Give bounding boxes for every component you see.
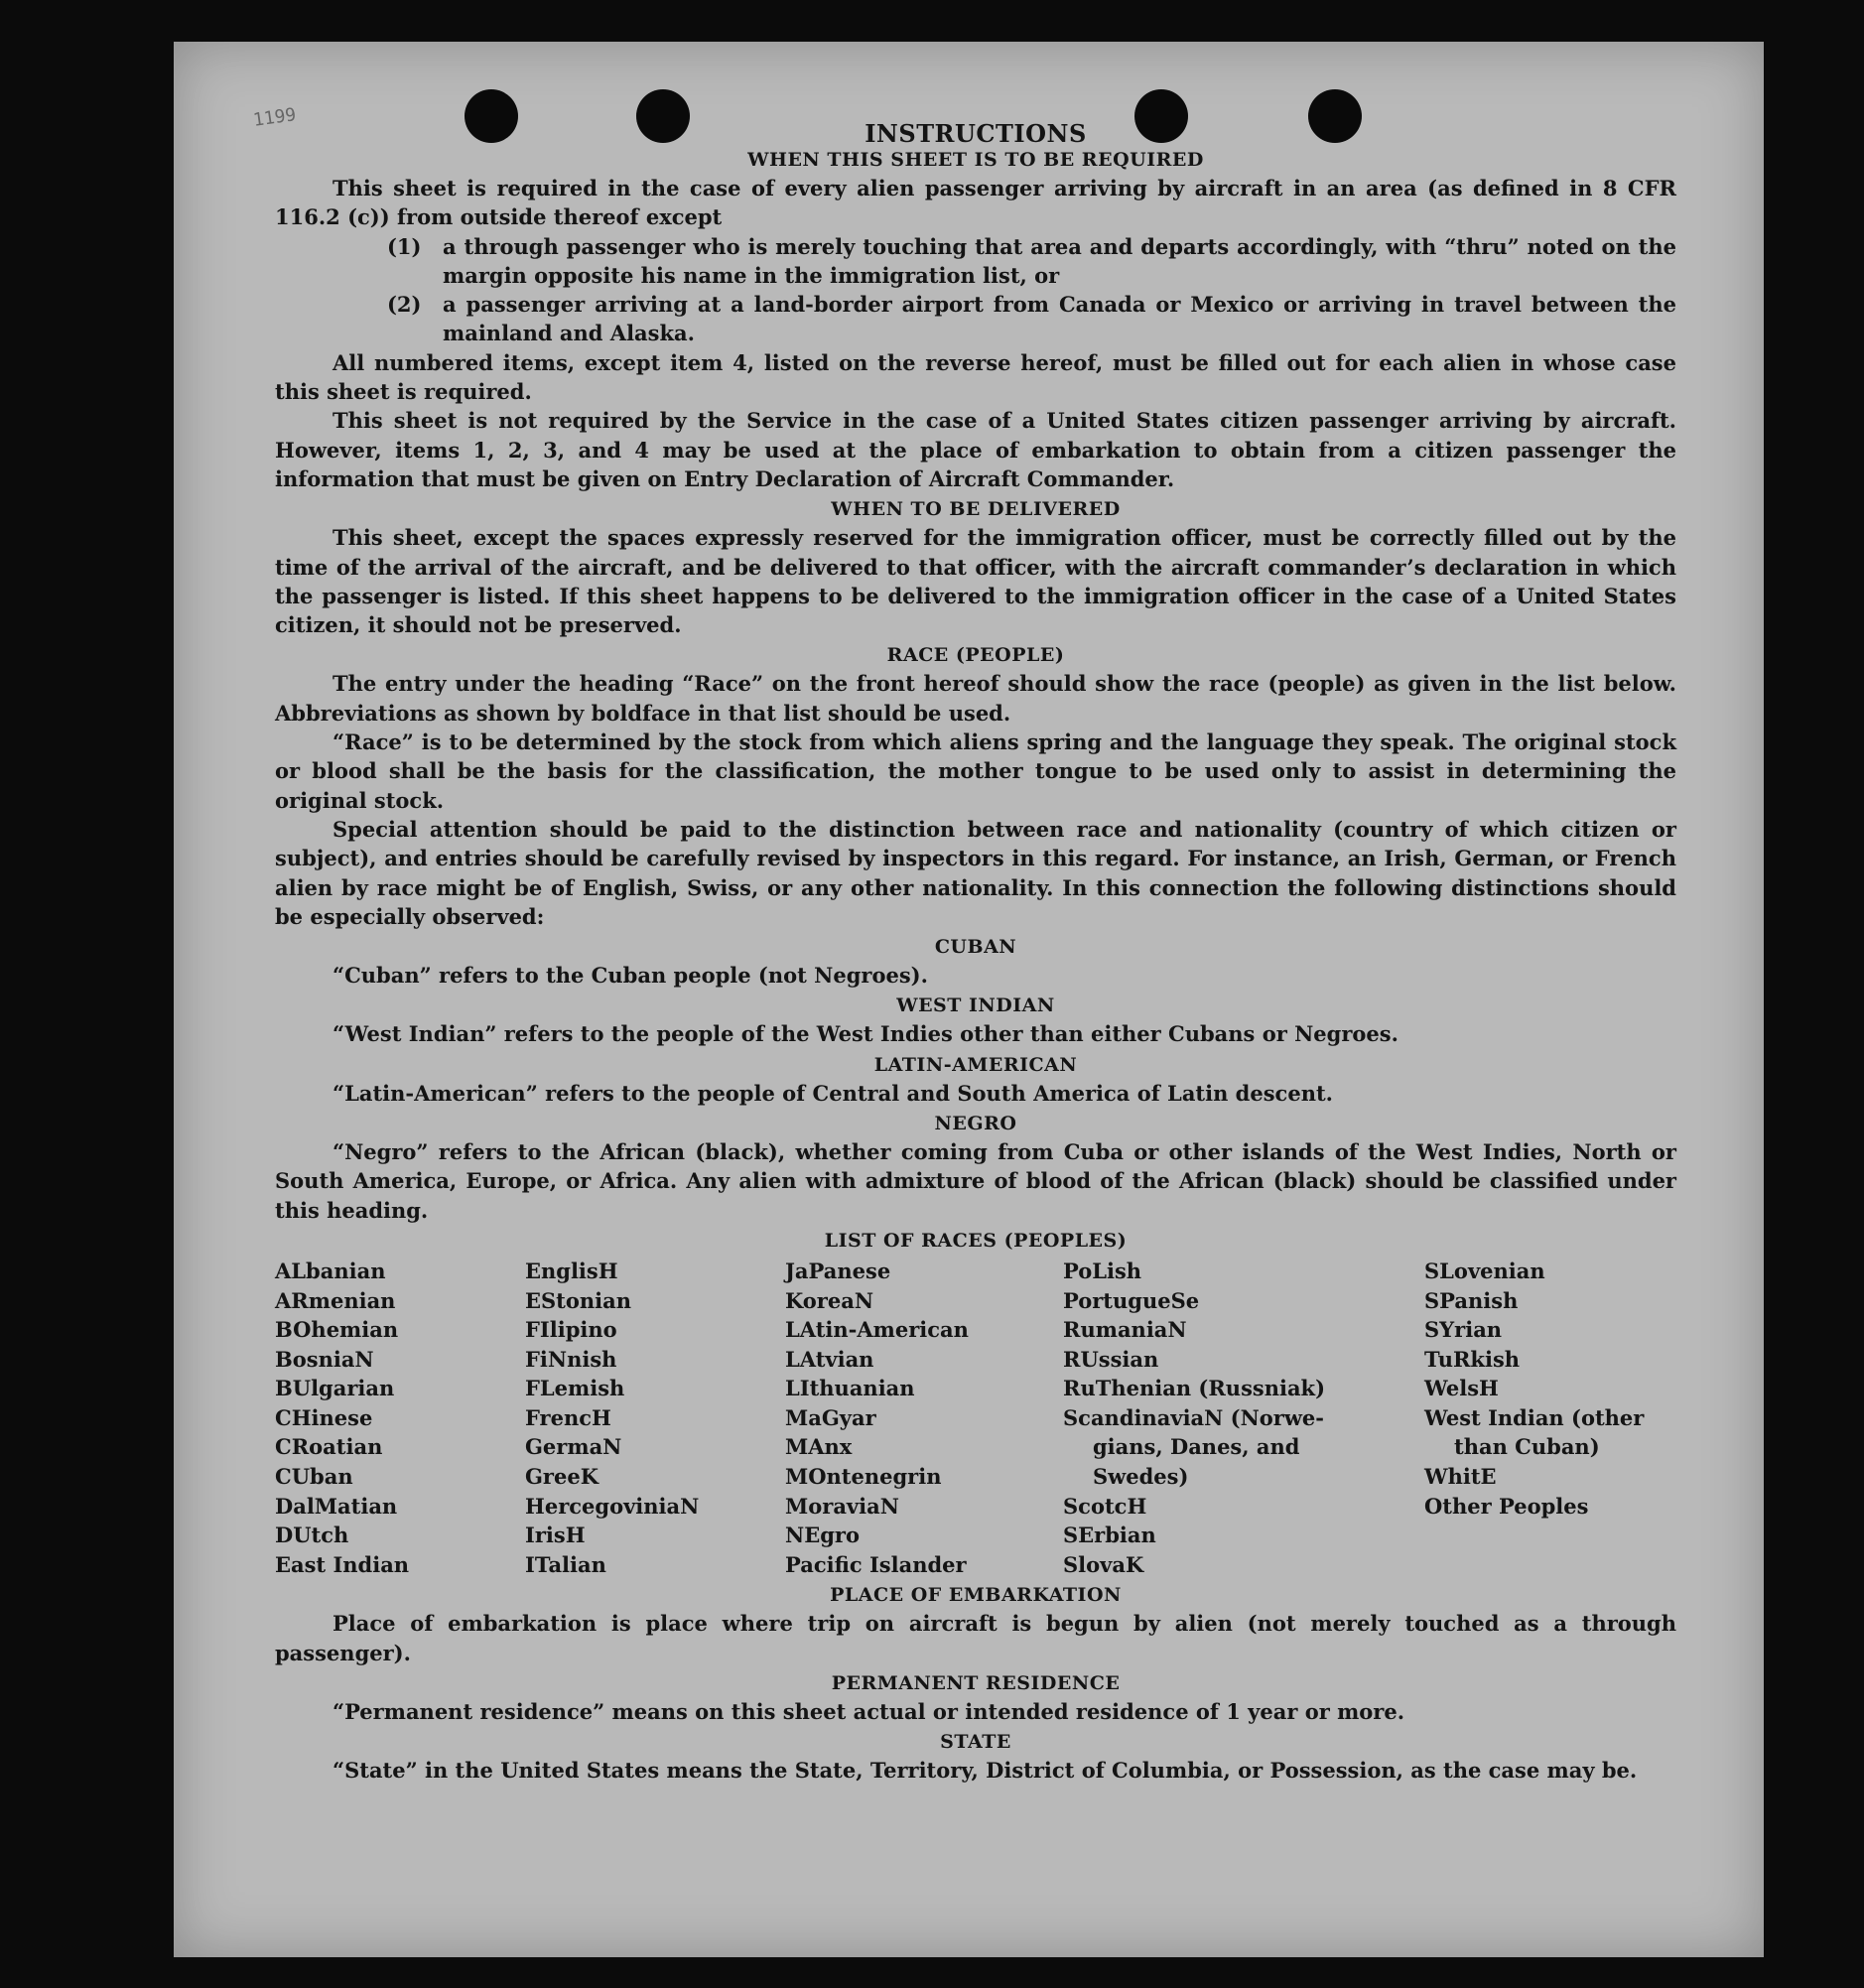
race-column [275,1257,525,1580]
race-entry: EnglisH [525,1258,618,1283]
paragraph: “West Indian” refers to the people of the West Indies other than either Cubans or Negroes. [333,1021,1398,1047]
section-heading: RACE (PEOPLE) [886,644,1065,667]
race-entry: SPanish [1424,1287,1519,1313]
race-entry: Other Peoples [1424,1493,1589,1519]
paragraph: “Cuban” refers to the Cuban people (not Negroes). [333,963,928,989]
race-entry: EStonian [525,1287,631,1313]
section-heading: WEST INDIAN [896,994,1055,1017]
paragraph: Place of embarkation is place where trip on aircraft is begun by alien (not merely touched as a through passenger). [275,1611,1676,1665]
race-entry: DUtch [275,1523,349,1548]
section-heading: WHEN TO BE DELIVERED [831,498,1121,521]
race-entry: FIlipino [525,1317,617,1343]
item-number: (1) [387,233,422,259]
race-entry: NEgro [785,1523,860,1548]
race-entry: PortugueSe [1063,1287,1200,1313]
race-entry: JaPanese [785,1258,891,1283]
section-heading: PERMANENT RESIDENCE [831,1672,1121,1695]
instructions-text [275,117,1676,1786]
race-entry: than Cuban) [1454,1434,1600,1460]
section-heading: PLACE OF EMBARKATION [830,1584,1122,1607]
race-entry: MaGyar [785,1404,876,1430]
race-entry: East Indian [275,1551,410,1577]
race-entry: IrisH [525,1523,586,1548]
race-column [785,1257,1063,1580]
paragraph: The entry under the heading “Race” on the front hereof should show the race (people) as given in the list below. Abbreviations as shown by boldface in that list should be used. [275,671,1676,726]
race-entry: GreeK [525,1464,599,1490]
section-heading: LIST OF RACES (PEOPLES) [824,1229,1128,1252]
race-entry: PoLish [1063,1258,1142,1283]
race-entry: ALbanian [275,1258,386,1283]
race-entry: LIthuanian [785,1376,915,1401]
race-entry: ITalian [525,1551,606,1577]
paragraph: “Race” is to be determined by the stock from which aliens spring and the language they speak. The original stock or blood shall be the basis for the classification, the mother tongue to be used only to assist in determining the original stock. [275,729,1676,813]
race-entry: CHinese [275,1404,373,1430]
race-entry: SLovenian [1424,1258,1545,1283]
race-entry: WelsH [1424,1376,1499,1401]
race-entry: Swedes) [1093,1464,1189,1490]
race-entry: BUlgarian [275,1376,395,1401]
race-list [275,1257,1676,1580]
race-entry: ARmenian [275,1287,396,1313]
race-entry: gians, Danes, and [1093,1434,1300,1460]
item-text: a passenger arriving at a land-border airport from Canada or Mexico or arriving in travel between the mainland and Alaska. [443,292,1676,346]
race-entry: FLemish [525,1376,625,1401]
race-entry: TuRkish [1424,1346,1521,1372]
section-heading: LATIN-AMERICAN [873,1053,1078,1076]
race-entry: DalMatian [275,1493,398,1519]
paragraph: This sheet is required in the case of every alien passenger arriving by aircraft in an area (as defined in 8 CFR 116.2 (c)) from outside thereof except [275,176,1676,230]
race-entry: BosniaN [275,1346,374,1372]
race-entry: GermaN [525,1434,622,1460]
race-entry: CUban [275,1464,353,1490]
paragraph: This sheet is not required by the Service in the case of a United States citizen passenger arriving by aircraft. However, items 1, 2, 3, and 4 may be used at the place of embarkation to obtain from a citizen passenger the information that must be given on Entry Declaration of Aircraft Commander. [275,408,1676,491]
race-entry: WhitE [1424,1464,1497,1490]
section-heading: CUBAN [934,936,1017,959]
paragraph: This sheet, except the spaces expressly reserved for the immigration officer, must be correctly filled out by the time of the arrival of the aircraft, and be delivered to that officer, with the aircraft commander’s declaration in which the passenger is listed. If this sheet happens to be delivered to the immigration officer in the case of a United States citizen, it should not be preserved. [275,525,1676,638]
race-entry: LAtin-American [785,1317,969,1343]
race-entry: Pacific Islander [785,1551,967,1577]
paragraph: All numbered items, except item 4, listed on the reverse hereof, must be filled out for each alien in whose case this sheet is required. [275,349,1676,405]
race-entry: FiNnish [525,1346,617,1372]
race-entry: MoraviaN [785,1493,899,1519]
race-column [1063,1257,1424,1580]
race-entry: ScandinaviaN (Norwe- [1063,1404,1325,1430]
race-entry: RuThenian (Russniak) [1063,1376,1326,1401]
race-entry: SlovaK [1063,1551,1144,1577]
race-entry: West Indian (other [1424,1404,1645,1430]
section-heading: WHEN THIS SHEET IS TO BE REQUIRED [747,149,1204,171]
exception-item [387,232,1676,291]
race-entry: HercegoviniaN [525,1493,700,1519]
item-number: (2) [387,292,422,318]
paragraph: “Negro” refers to the African (black), whether coming from Cuba or other islands of the West Indies, North or South America, Europe, or Africa. Any alien with admixture of blood of the African (black) should be classified under this heading. [275,1139,1676,1223]
race-entry: SYrian [1424,1317,1503,1343]
section-heading: STATE [940,1731,1011,1754]
race-entry: MAnx [785,1434,853,1460]
race-entry: LAtvian [785,1346,874,1372]
paragraph: Special attention should be paid to the distinction between race and nationality (country of which citizen or subject), and entries should be carefully revised by inspectors in this regard. For instance, an Irish, German, or French alien by race might be of English, Swiss, or any other nationality. In this connection the following distinctions should be especially observed: [275,816,1676,929]
race-column [1424,1257,1676,1580]
race-entry: RumaniaN [1063,1317,1187,1343]
race-entry: FrencH [525,1404,611,1430]
race-entry: BOhemian [275,1317,399,1343]
exception-item [387,290,1676,348]
section-heading: NEGRO [934,1113,1017,1135]
race-entry: CRoatian [275,1434,383,1460]
paragraph: “State” in the United States means the State, Territory, District of Columbia, or Possession, as the case may be. [333,1758,1638,1784]
race-entry: SErbian [1063,1523,1156,1548]
handwritten-margin-note: 1199 [251,104,298,131]
race-column [525,1257,785,1580]
race-entry: RUssian [1063,1346,1159,1372]
race-entry: MOntenegrin [785,1464,942,1490]
paragraph: “Permanent residence” means on this sheet actual or intended residence of 1 year or more. [333,1699,1405,1725]
race-entry: ScotcH [1063,1493,1147,1519]
paragraph: “Latin-American” refers to the people of Central and South America of Latin descent. [333,1080,1333,1106]
race-entry: KoreaN [785,1287,874,1313]
page-title: INSTRUCTIONS [865,119,1087,148]
item-text: a through passenger who is merely touching that area and departs accordingly, with “thru” noted on the margin opposite his name in the immigration list, or [443,233,1676,288]
